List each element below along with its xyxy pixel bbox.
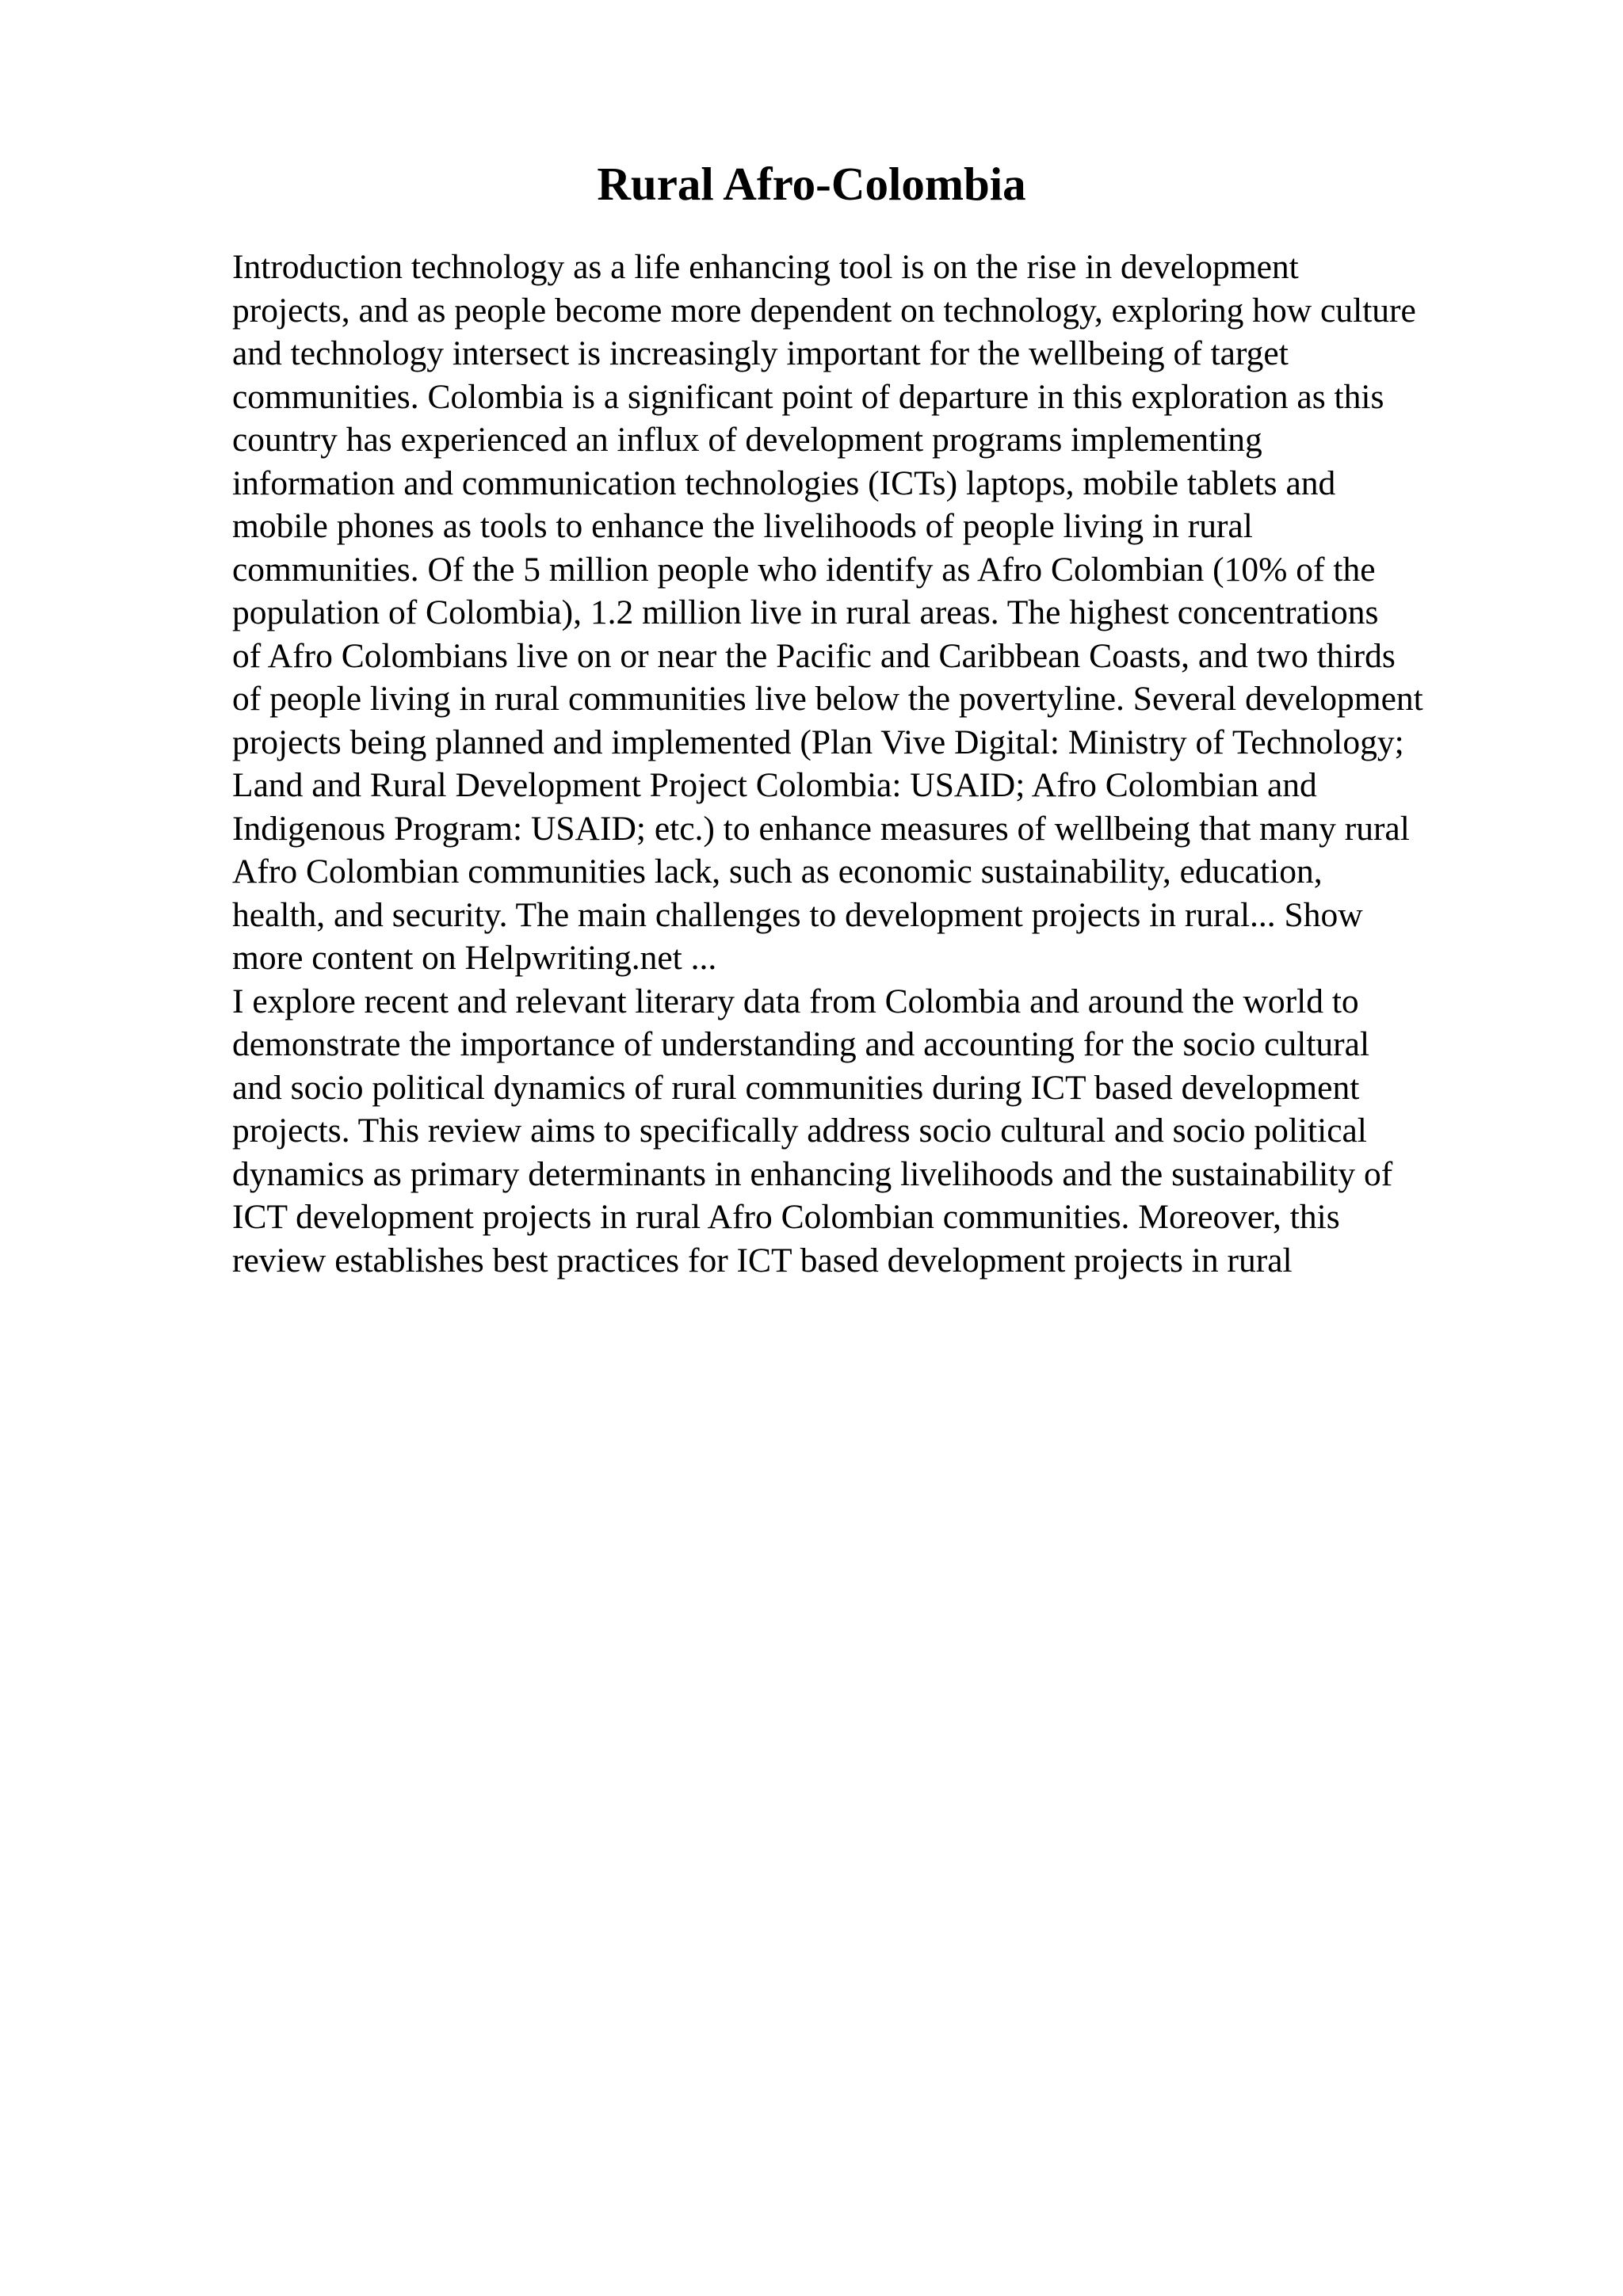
body-line: projects, and as people become more dependent on technology, exploring how culture <box>232 291 1416 330</box>
body-line: health, and security. The main challenges to development projects in rural... Show <box>232 895 1363 934</box>
body-line: and technology intersect is increasingly important for the wellbeing of target <box>232 334 1289 372</box>
document-body <box>232 246 1611 1282</box>
body-line: I explore recent and relevant literary data from Colombia and around the world to <box>232 982 1359 1020</box>
body-line: Afro Colombian communities lack, such as economic sustainability, education, <box>232 852 1323 891</box>
body-line: country has experienced an influx of development programs implementing <box>232 421 1262 459</box>
body-line: of Afro Colombians live on or near the Pacific and Caribbean Coasts, and two thirds <box>232 636 1396 675</box>
body-line: mobile phones as tools to enhance the livelihoods of people living in rural <box>232 507 1253 545</box>
body-line: projects being planned and implemented (Plan Vive Digital: Ministry of Technology; <box>232 723 1404 761</box>
body-line: ICT development projects in rural Afro Colombian communities. Moreover, this <box>232 1198 1340 1236</box>
body-line: communities. Colombia is a significant point of departure in this exploration as this <box>232 377 1384 416</box>
body-line: Introduction technology as a life enhancing tool is on the rise in development <box>232 248 1299 286</box>
body-line: dynamics as primary determinants in enhancing livelihoods and the sustainability of <box>232 1154 1393 1193</box>
body-line: more content on Helpwriting.net ... <box>232 939 717 977</box>
body-line: Land and Rural Development Project Colombia: USAID; Afro Colombian and <box>232 766 1317 804</box>
body-line: and socio political dynamics of rural communities during ICT based development <box>232 1068 1360 1107</box>
body-line: projects. This review aims to specifically address socio cultural and socio political <box>232 1112 1367 1150</box>
document-title: Rural Afro-Colombia <box>597 158 1026 210</box>
body-line: demonstrate the importance of understanding and accounting for the socio cultural <box>232 1025 1370 1063</box>
body-line: information and communication technologies (ICTs) laptops, mobile tablets and <box>232 463 1336 502</box>
body-line: communities. Of the 5 million people who identify as Afro Colombian (10% of the <box>232 550 1376 589</box>
body-line: Indigenous Program: USAID; etc.) to enhance measures of wellbeing that many rural <box>232 809 1410 848</box>
body-line: of people living in rural communities live below the povertyline. Several development <box>232 680 1423 718</box>
body-line: review establishes best practices for ICT based development projects in rural <box>232 1241 1293 1280</box>
body-line: population of Colombia), 1.2 million live in rural areas. The highest concentrations <box>232 593 1379 631</box>
